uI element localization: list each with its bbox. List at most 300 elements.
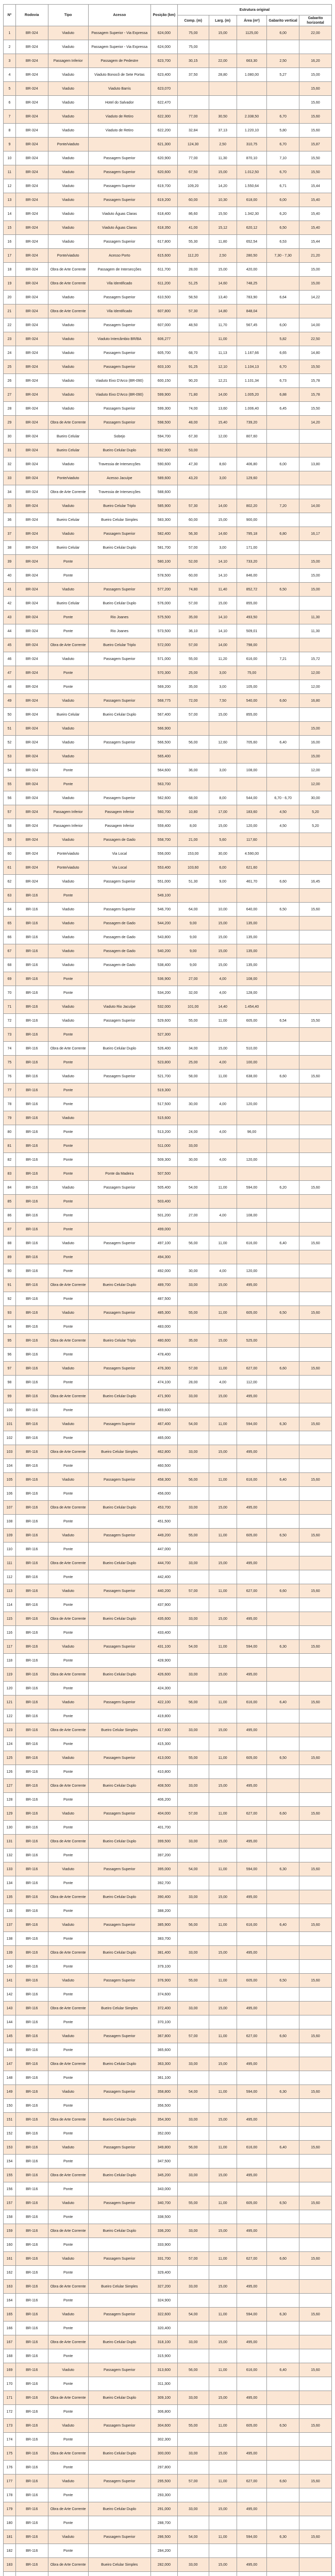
cell-gabarito-h	[299, 986, 332, 1000]
table-row	[4, 1890, 332, 1904]
table-row	[4, 1236, 332, 1250]
cell-rodovia: BR-116	[15, 1529, 48, 1543]
cell-acesso	[88, 1459, 150, 1473]
cell-tipo: Obra de Arte Corrente	[48, 2280, 88, 2294]
cell-acesso: Bueiro Celular Duplo	[88, 2168, 150, 2182]
cell-acesso: Bueiro Celular Simples	[88, 1445, 150, 1459]
cell-gabarito-h: 15,00	[299, 583, 332, 597]
cell-acesso	[88, 1320, 150, 1334]
cell-gabarito-v	[267, 1153, 299, 1167]
cell-gabarito-h	[299, 1487, 332, 1501]
cell-tipo: Viaduto	[48, 1584, 88, 1598]
cell-acesso	[88, 1849, 150, 1862]
cell-comp: 60,00	[177, 569, 209, 583]
cell-larg	[209, 722, 237, 736]
cell-n: 158	[4, 2210, 16, 2224]
cell-comp	[177, 2433, 209, 2447]
cell-posicao: 324,900	[150, 2294, 177, 2308]
cell-acesso	[88, 722, 150, 736]
cell-gabarito-v	[267, 1890, 299, 1904]
cell-gabarito-v	[267, 2238, 299, 2252]
cell-n: 138	[4, 1932, 16, 1946]
cell-posicao: 589,600	[150, 471, 177, 485]
cell-n: 122	[4, 1709, 16, 1723]
cell-posicao: 333,900	[150, 2238, 177, 2252]
cell-acesso: Viaduto Águas Claras	[88, 207, 150, 221]
cell-gabarito-v	[267, 2071, 299, 2085]
table-row	[4, 2085, 332, 2099]
cell-comp: 30,00	[177, 1153, 209, 1167]
cell-gabarito-v	[267, 1250, 299, 1264]
cell-posicao: 583,300	[150, 513, 177, 527]
table-row	[4, 1292, 332, 1306]
cell-area: 461,70	[237, 875, 266, 889]
cell-acesso: Passagem Superior	[88, 736, 150, 750]
cell-larg	[209, 2516, 237, 2530]
cell-n: 148	[4, 2071, 16, 2085]
cell-area	[237, 2127, 266, 2141]
cell-comp: 37,50	[177, 68, 209, 82]
cell-rodovia: BR-324	[15, 764, 48, 777]
cell-comp: 57,30	[177, 499, 209, 513]
cell-area	[237, 1626, 266, 1640]
cell-n: 13	[4, 193, 16, 207]
cell-comp	[177, 1111, 209, 1125]
cell-n: 180	[4, 2516, 16, 2530]
cell-acesso	[88, 1626, 150, 1640]
cell-tipo: Bueiro Celular	[48, 708, 88, 722]
cell-larg: 15,00	[209, 944, 237, 958]
table-row	[4, 597, 332, 611]
cell-posicao: 465,000	[150, 1431, 177, 1445]
cell-comp	[177, 2043, 209, 2057]
cell-n: 119	[4, 1668, 16, 1682]
cell-comp: 36,10	[177, 624, 209, 638]
cell-acesso: Viaduto Eixo D'Arco (BR-090)	[88, 374, 150, 388]
cell-larg: 4,00	[209, 986, 237, 1000]
cell-acesso: Bueiro Celular Duplo	[88, 1668, 150, 1682]
cell-posicao: 564,600	[150, 764, 177, 777]
cell-gabarito-v: 6,70 - 6,70	[267, 791, 299, 805]
table-row	[4, 638, 332, 652]
cell-comp: 35,00	[177, 680, 209, 694]
cell-posicao: 529,600	[150, 1014, 177, 1028]
cell-area: 870,10	[237, 151, 266, 165]
cell-comp: 77,00	[177, 110, 209, 124]
cell-larg: 15,00	[209, 2502, 237, 2516]
cell-gabarito-h: 22,50	[299, 332, 332, 346]
cell-area	[237, 1737, 266, 1751]
cell-tipo: Ponte	[48, 680, 88, 694]
cell-rodovia: BR-324	[15, 165, 48, 179]
cell-larg: 30,50	[209, 110, 237, 124]
cell-gabarito-v: 6,60	[267, 2029, 299, 2043]
cell-area: 495,00	[237, 1278, 266, 1292]
cell-tipo: Ponte	[48, 1543, 88, 1556]
cell-rodovia: BR-116	[15, 2502, 48, 2516]
cell-larg: 14,80	[209, 304, 237, 318]
cell-posicao: 385,900	[150, 1918, 177, 1932]
table-row	[4, 1876, 332, 1890]
cell-area: 100,00	[237, 1056, 266, 1070]
cell-gabarito-v: 6,65	[267, 346, 299, 360]
cell-acesso	[88, 1209, 150, 1223]
cell-area: 135,00	[237, 930, 266, 944]
cell-n: 99	[4, 1389, 16, 1403]
cell-area	[237, 1570, 266, 1584]
cell-gabarito-v	[267, 1821, 299, 1835]
cell-gabarito-v: 6,60	[267, 2252, 299, 2266]
cell-n: 179	[4, 2502, 16, 2516]
cell-rodovia: BR-116	[15, 2224, 48, 2238]
cell-acesso: Viaduto Barris	[88, 82, 150, 96]
cell-tipo: Ponte/viaduto	[48, 138, 88, 151]
cell-tipo: Viaduto	[48, 1000, 88, 1014]
cell-posicao: 582,400	[150, 527, 177, 541]
cell-n: 161	[4, 2252, 16, 2266]
cell-gabarito-v	[267, 2447, 299, 2461]
cell-larg	[209, 1654, 237, 1668]
cell-area	[237, 1292, 266, 1306]
cell-tipo: Ponte	[48, 1097, 88, 1111]
cell-larg	[209, 96, 237, 110]
cell-comp	[177, 1904, 209, 1918]
table-row	[4, 1765, 332, 1779]
cell-acesso	[88, 1682, 150, 1696]
cell-posicao: 376,900	[150, 1974, 177, 1988]
cell-rodovia: BR-116	[15, 1570, 48, 1584]
cell-acesso	[88, 1097, 150, 1111]
cell-area: 96,00	[237, 1125, 266, 1139]
cell-tipo: Viaduto	[48, 1862, 88, 1876]
cell-n: 70	[4, 986, 16, 1000]
cell-tipo: Viaduto	[48, 193, 88, 207]
cell-n: 96	[4, 1348, 16, 1362]
cell-tipo: Ponte	[48, 2461, 88, 2475]
cell-rodovia: BR-116	[15, 1459, 48, 1473]
cell-gabarito-h: 22,00	[299, 26, 332, 40]
cell-larg: 15,00	[209, 2113, 237, 2127]
cell-area	[237, 2488, 266, 2502]
cell-gabarito-h: 15,60	[299, 2419, 332, 2433]
cell-area: 495,00	[237, 2335, 266, 2349]
cell-tipo: Ponte	[48, 1403, 88, 1417]
cell-rodovia: BR-324	[15, 805, 48, 819]
cell-area: 627,00	[237, 1362, 266, 1376]
cell-rodovia: BR-116	[15, 1083, 48, 1097]
cell-larg: 11,40	[209, 583, 237, 597]
cell-gabarito-h	[299, 1543, 332, 1556]
cell-acesso: Passagem Superior	[88, 2363, 150, 2377]
cell-acesso	[88, 1737, 150, 1751]
cell-n: 135	[4, 1890, 16, 1904]
cell-larg: 15,00	[209, 2558, 237, 2572]
cell-posicao: 551,000	[150, 875, 177, 889]
cell-comp: 56,00	[177, 1236, 209, 1250]
cell-acesso: Rio Joanes	[88, 624, 150, 638]
table-row	[4, 402, 332, 416]
cell-area: 1125,00	[237, 26, 266, 40]
cell-gabarito-v: 6,60	[267, 1070, 299, 1083]
cell-acesso: Passagem Superior	[88, 2308, 150, 2321]
cell-area: 594,00	[237, 2308, 266, 2321]
cell-comp: 75,00	[177, 40, 209, 54]
cell-area: 1.342,30	[237, 207, 266, 221]
cell-n: 155	[4, 2168, 16, 2182]
cell-larg	[209, 2155, 237, 2168]
cell-gabarito-v	[267, 1668, 299, 1682]
table-row	[4, 1570, 332, 1584]
cell-gabarito-h: 15,60	[299, 2029, 332, 2043]
cell-rodovia: BR-324	[15, 611, 48, 624]
cell-larg: 11,00	[209, 1306, 237, 1320]
cell-n: 108	[4, 1515, 16, 1529]
cell-tipo: Bueiro Celular	[48, 444, 88, 457]
cell-gabarito-v: 6,50	[267, 903, 299, 917]
cell-area: 594,00	[237, 1640, 266, 1654]
cell-acesso: Passagem Superior	[88, 1070, 150, 1083]
cell-rodovia: BR-116	[15, 1904, 48, 1918]
cell-rodovia: BR-116	[15, 1278, 48, 1292]
cell-posicao: 509,300	[150, 1153, 177, 1167]
cell-acesso	[88, 555, 150, 569]
col-n-header: Nº	[4, 5, 16, 26]
cell-larg: 15,00	[209, 819, 237, 833]
cell-n: 28	[4, 402, 16, 416]
cell-tipo: Viaduto	[48, 944, 88, 958]
cell-acesso: Passagem Superior	[88, 360, 150, 374]
cell-gabarito-v	[267, 40, 299, 54]
cell-n: 171	[4, 2391, 16, 2405]
col-gabarito-h-header: Gabarito horizontal	[299, 15, 332, 26]
cell-n: 17	[4, 249, 16, 263]
cell-posicao: 329,400	[150, 2266, 177, 2280]
cell-comp: 32,84	[177, 124, 209, 138]
cell-gabarito-v	[267, 889, 299, 903]
cell-gabarito-h: 16,17	[299, 527, 332, 541]
cell-tipo: Viaduto	[48, 1640, 88, 1654]
cell-rodovia: BR-116	[15, 2002, 48, 2015]
table-row	[4, 819, 332, 833]
table-row	[4, 1807, 332, 1821]
cell-tipo: Ponte	[48, 555, 88, 569]
table-row	[4, 388, 332, 402]
cell-posicao: 603,100	[150, 360, 177, 374]
cell-larg: 14,60	[209, 277, 237, 291]
cell-acesso: Passagem de Gado	[88, 917, 150, 930]
cell-acesso: Passagem Superior	[88, 346, 150, 360]
cell-rodovia: BR-116	[15, 1320, 48, 1334]
cell-gabarito-v	[267, 1723, 299, 1737]
cell-rodovia: BR-116	[15, 1835, 48, 1849]
cell-comp: 33,00	[177, 1445, 209, 1459]
cell-n: 156	[4, 2182, 16, 2196]
cell-larg	[209, 2321, 237, 2335]
table-row	[4, 277, 332, 291]
cell-n: 64	[4, 903, 16, 917]
cell-comp: 68,00	[177, 791, 209, 805]
cell-larg: 11,00	[209, 1807, 237, 1821]
cell-rodovia: BR-324	[15, 110, 48, 124]
cell-n: 40	[4, 569, 16, 583]
cell-gabarito-v	[267, 1876, 299, 1890]
cell-gabarito-h	[299, 1139, 332, 1153]
cell-tipo: Ponte	[48, 1376, 88, 1389]
cell-posicao: 406,200	[150, 1793, 177, 1807]
cell-tipo: Ponte	[48, 764, 88, 777]
cell-posicao: 562,600	[150, 791, 177, 805]
cell-area	[237, 2182, 266, 2196]
cell-tipo: Viaduto	[48, 402, 88, 416]
cell-rodovia: BR-116	[15, 1640, 48, 1654]
cell-tipo: Obra de Arte Corrente	[48, 2391, 88, 2405]
cell-gabarito-v	[267, 1765, 299, 1779]
cell-posicao: 538,400	[150, 958, 177, 972]
cell-acesso: Bueiro Celular Triplo	[88, 499, 150, 513]
table-row	[4, 1556, 332, 1570]
col-tipo-header: Tipo	[48, 5, 88, 26]
cell-posicao: 286,500	[150, 2530, 177, 2544]
cell-posicao: 517,500	[150, 1097, 177, 1111]
cell-acesso: Acesso Porto	[88, 249, 150, 263]
cell-n: 56	[4, 791, 16, 805]
table-row	[4, 1111, 332, 1125]
cell-rodovia: BR-116	[15, 2057, 48, 2071]
cell-rodovia: BR-324	[15, 304, 48, 318]
cell-comp	[177, 777, 209, 791]
cell-comp: 74,00	[177, 402, 209, 416]
cell-posicao: 576,000	[150, 597, 177, 611]
cell-tipo: Ponte	[48, 2544, 88, 2558]
cell-tipo: Obra de Arte Corrente	[48, 1779, 88, 1793]
cell-comp	[177, 1028, 209, 1042]
cell-tipo: Viaduto	[48, 151, 88, 165]
cell-comp: 55,00	[177, 1751, 209, 1765]
cell-gabarito-v	[267, 1737, 299, 1751]
cell-rodovia: BR-116	[15, 2335, 48, 2349]
cell-rodovia: BR-324	[15, 736, 48, 750]
cell-posicao: 492,000	[150, 1264, 177, 1278]
cell-n: 87	[4, 1223, 16, 1236]
cell-rodovia: BR-324	[15, 179, 48, 193]
cell-acesso: Passagem Superior	[88, 1529, 150, 1543]
table-row	[4, 2558, 332, 2572]
cell-tipo: Viaduto	[48, 1417, 88, 1431]
cell-acesso: Passagem Superior	[88, 416, 150, 430]
cell-gabarito-h: 30,00	[299, 791, 332, 805]
cell-gabarito-h	[299, 1042, 332, 1056]
cell-comp: 52,00	[177, 555, 209, 569]
cell-tipo: Ponte/viaduto	[48, 471, 88, 485]
cell-tipo: Ponte	[48, 2266, 88, 2280]
cell-posicao: 598,500	[150, 416, 177, 430]
cell-posicao: 408,500	[150, 1779, 177, 1793]
cell-n: 152	[4, 2127, 16, 2141]
cell-larg	[209, 777, 237, 791]
cell-posicao: 424,300	[150, 1682, 177, 1696]
cell-n: 176	[4, 2461, 16, 2475]
cell-tipo: Viaduto	[48, 1751, 88, 1765]
cell-area	[237, 1598, 266, 1612]
cell-comp: 33,00	[177, 1779, 209, 1793]
cell-rodovia: BR-116	[15, 2349, 48, 2363]
cell-acesso	[88, 1376, 150, 1389]
cell-acesso: Passagem Superior	[88, 2530, 150, 2544]
cell-tipo: Viaduto	[48, 96, 88, 110]
cell-area: 1.006,40	[237, 402, 266, 416]
cell-n: 125	[4, 1751, 16, 1765]
cell-comp	[177, 1821, 209, 1835]
cell-gabarito-v	[267, 513, 299, 527]
cell-posicao: 610,500	[150, 291, 177, 304]
cell-gabarito-v	[267, 1167, 299, 1181]
cell-gabarito-h	[299, 1209, 332, 1223]
cell-gabarito-v	[267, 2461, 299, 2475]
table-row	[4, 694, 332, 708]
cell-comp: 58,50	[177, 291, 209, 304]
cell-larg: 14,10	[209, 555, 237, 569]
cell-area: 495,00	[237, 1835, 266, 1849]
cell-comp: 9,00	[177, 958, 209, 972]
table-row	[4, 1862, 332, 1876]
cell-area	[237, 1904, 266, 1918]
cell-posicao: 309,100	[150, 2391, 177, 2405]
cell-gabarito-v	[267, 722, 299, 736]
cell-posicao: 536,900	[150, 972, 177, 986]
cell-gabarito-h	[299, 2377, 332, 2391]
cell-tipo: Viaduto	[48, 1362, 88, 1376]
cell-posicao: 462,800	[150, 1445, 177, 1459]
cell-posicao: 431,100	[150, 1640, 177, 1654]
cell-area: 605,00	[237, 1306, 266, 1320]
cell-posicao: 540,200	[150, 944, 177, 958]
table-row	[4, 903, 332, 917]
cell-n: 2	[4, 40, 16, 54]
cell-comp: 33,00	[177, 2335, 209, 2349]
cell-acesso: Bueiro Celular Duplo	[88, 1890, 150, 1904]
cell-area	[237, 1459, 266, 1473]
cell-acesso: Travessia de Intersecções	[88, 485, 150, 499]
cell-gabarito-v	[267, 2572, 299, 2576]
table-row	[4, 1709, 332, 1723]
cell-posicao: 343,000	[150, 2182, 177, 2196]
cell-rodovia: BR-116	[15, 1709, 48, 1723]
cell-larg: 11,13	[209, 346, 237, 360]
cell-area	[237, 2461, 266, 2475]
cell-area: 510,00	[237, 1042, 266, 1056]
cell-gabarito-v	[267, 1195, 299, 1209]
cell-gabarito-v: 6,70	[267, 138, 299, 151]
cell-acesso	[88, 1821, 150, 1835]
cell-n: 65	[4, 917, 16, 930]
cell-tipo: Ponte	[48, 1083, 88, 1097]
cell-tipo: Ponte	[48, 1223, 88, 1236]
cell-tipo: Ponte/viaduto	[48, 249, 88, 263]
cell-tipo: Ponte	[48, 986, 88, 1000]
cell-n: 137	[4, 1918, 16, 1932]
cell-area: 495,00	[237, 1445, 266, 1459]
cell-acesso: Passagem Superior	[88, 1362, 150, 1376]
cell-acesso	[88, 1195, 150, 1209]
cell-comp	[177, 1223, 209, 1236]
cell-n: 128	[4, 1793, 16, 1807]
cell-comp: 33,00	[177, 1890, 209, 1904]
cell-tipo: Ponte	[48, 2015, 88, 2029]
cell-comp	[177, 1459, 209, 1473]
cell-larg: 14,20	[209, 179, 237, 193]
cell-n	[4, 2572, 16, 2576]
cell-gabarito-v: 6,40	[267, 1696, 299, 1709]
